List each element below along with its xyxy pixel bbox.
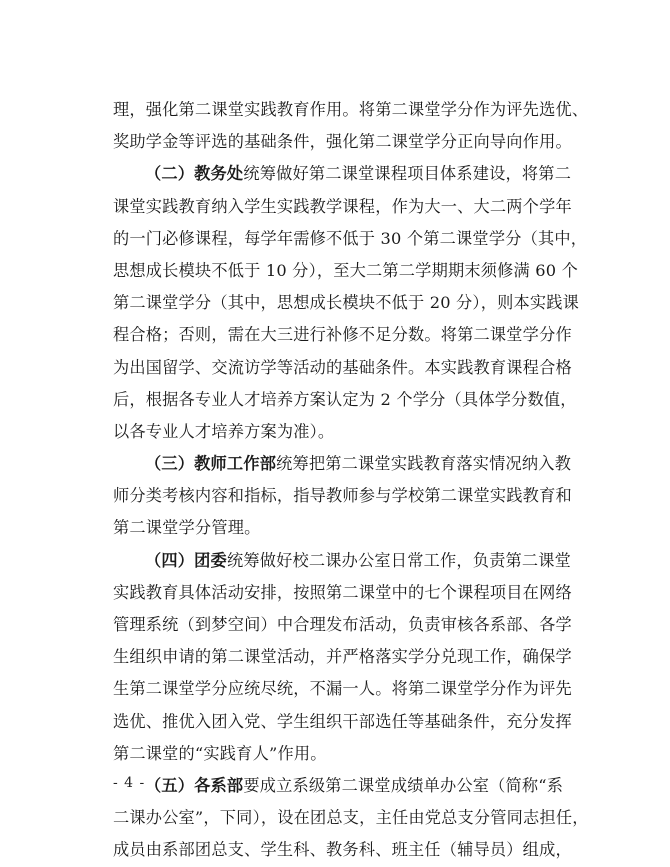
paragraph-line: 以各专业人才培养方案为准）。	[113, 421, 335, 441]
page-number: - 4 -	[113, 775, 146, 791]
paragraph-line: 第二课堂的“实践育人”作用。	[113, 743, 327, 763]
paragraph-line: 选优、推优入团入党、学生组织干部选任等基础条件，充分发挥	[113, 711, 572, 731]
section-heading-gexibu: （五）各系部	[145, 775, 244, 795]
document-body	[113, 94, 589, 867]
paragraph-line: 理，强化第二课堂实践教育作用。将第二课堂学分作为评先选优、	[113, 100, 589, 119]
paragraph-line: 思想成长模块不低于 10 分），至大二第二学期期末须修满 60 个	[113, 260, 578, 280]
paragraph-line: （四）团委统筹做好校二课办公室日常工作，负责第二课堂	[145, 550, 572, 570]
paragraph-line: 生第二课堂学分应统尽统，不漏一人。将第二课堂学分作为评先	[113, 679, 572, 699]
paragraph-line: 课堂实践教育纳入学生实践教学课程，作为大一、大二两个学年	[113, 196, 572, 216]
paragraph-line: （五）各系部要成立系级第二课堂成绩单办公室（简称“系	[145, 775, 564, 795]
paragraph-line: 管理系统（到梦空间）中合理发布活动，负责审核各系部、各学	[113, 615, 572, 634]
paragraph-line: （三）教师工作部统筹把第二课堂实践教育落实情况纳入教	[145, 454, 572, 474]
section-heading-tuanwei: （四）团委	[145, 550, 227, 570]
section-heading-jiaowuchu: （二）教务处	[145, 164, 244, 184]
paragraph-line: 奖助学金等评选的基础条件，强化第二课堂学分正向导向作用。	[113, 132, 572, 152]
paragraph-line: 后，根据各专业人才培养方案认定为 2 个学分（具体学分数值，	[113, 389, 577, 409]
paragraph-line: 成员由系部团总支、学生科、教务科、班主任（辅导员）组成，	[113, 840, 572, 860]
paragraph-line: 第二课堂学分管理。	[113, 518, 261, 538]
paragraph-line: 程合格；否则，需在大三进行补修不足分数。将第二课堂学分作	[113, 325, 572, 345]
section-heading-jiaoshigongzuobu: （三）教师工作部	[145, 454, 277, 474]
paragraph-line: 师分类考核内容和指标，指导教师参与学校第二课堂实践教育和	[113, 486, 572, 506]
paragraph-line: 为出国留学、交流访学等活动的基础条件。本实践教育课程合格	[113, 357, 572, 377]
paragraph-line: 生组织申请的第二课堂活动，并严格落实学分兑现工作，确保学	[113, 647, 572, 667]
paragraph-line: 实践教育具体活动安排，按照第二课堂中的七个课程项目在网络	[113, 582, 572, 602]
paragraph-line: 二课办公室”，下同），设在团总支，主任由党总支分管同志担任，	[113, 808, 589, 828]
paragraph-line: 第二课堂学分（其中，思想成长模块不低于 20 分），则本实践课	[113, 293, 580, 313]
paragraph-line: （二）教务处统筹做好第二课堂课程项目体系建设，将第二	[145, 164, 572, 184]
paragraph-line: 的一门必修课程，每学年需修不低于 30 个第二课堂学分（其中，	[113, 228, 588, 248]
